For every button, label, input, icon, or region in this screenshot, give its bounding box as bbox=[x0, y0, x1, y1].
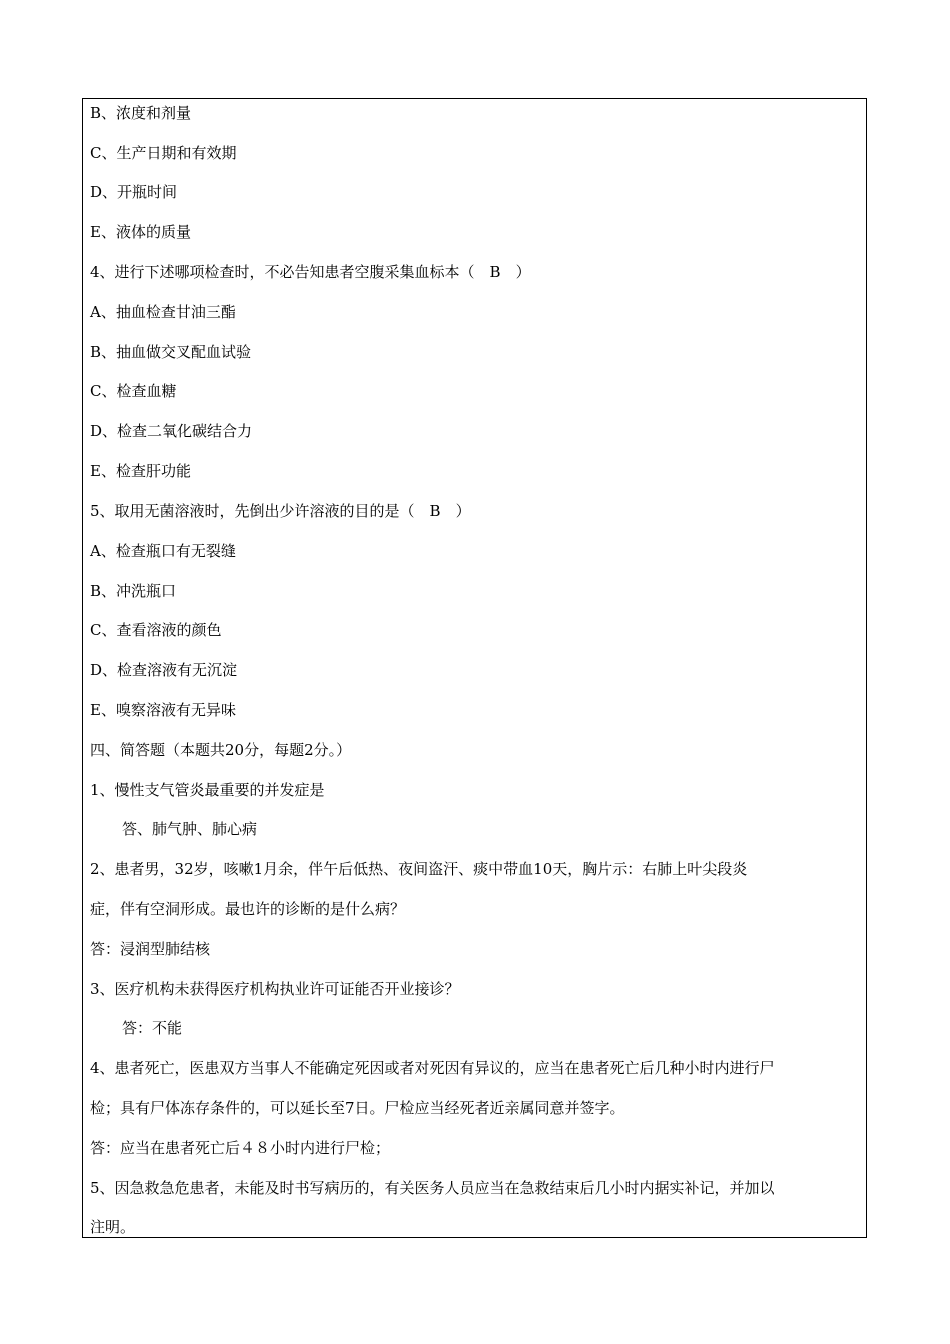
question-line: 检；具有尸体冻存条件的，可以延长至7日。尸检应当经死者近亲属同意并签字。 bbox=[90, 1099, 625, 1117]
option-line: A、检查瓶口有无裂缝 bbox=[90, 542, 236, 560]
option-line: D、检查二氧化碳结合力 bbox=[90, 422, 253, 440]
section-heading: 四、简答题（本题共20分，每题2分。） bbox=[90, 741, 352, 759]
option-line: C、生产日期和有效期 bbox=[90, 144, 237, 162]
option-line: B、冲洗瓶口 bbox=[90, 582, 177, 600]
question-line: 5、因急救急危患者，未能及时书写病历的，有关医务人员应当在急救结束后几小时内据实补记，并加以 bbox=[90, 1179, 775, 1197]
question-line: 2、患者男，32岁，咳嗽1月余，伴午后低热、夜间盗汗、痰中带血10天，胸片示：右肺上叶尖段炎 bbox=[90, 860, 748, 878]
option-line: A、抽血检查甘油三酯 bbox=[90, 303, 236, 321]
question-line: 4、进行下述哪项检查时，不必告知患者空腹采集血标本（ B ） bbox=[90, 263, 531, 281]
question-line: 注明。 bbox=[90, 1218, 136, 1236]
option-line: E、嗅察溶液有无异味 bbox=[90, 701, 236, 719]
option-line: E、液体的质量 bbox=[90, 223, 191, 241]
question-line: 1、慢性支气管炎最重要的并发症是 bbox=[90, 781, 325, 799]
answer-line: 答、肺气肿、肺心病 bbox=[122, 820, 258, 838]
answer-line: 答：应当在患者死亡后４８小时内进行尸检； bbox=[90, 1139, 391, 1157]
question-line: 5、取用无菌溶液时，先倒出少许溶液的目的是（ B ） bbox=[90, 502, 471, 520]
option-line: E、检查肝功能 bbox=[90, 462, 191, 480]
option-line: B、抽血做交叉配血试验 bbox=[90, 343, 252, 361]
question-line: 症，伴有空洞形成。最也许的诊断的是什么病？ bbox=[90, 900, 406, 918]
question-line: 3、医疗机构未获得医疗机构执业许可证能否开业接诊？ bbox=[90, 980, 460, 998]
option-line: D、检查溶液有无沉淀 bbox=[90, 661, 238, 679]
answer-line: 答：不能 bbox=[122, 1019, 183, 1037]
option-line: B、浓度和剂量 bbox=[90, 104, 192, 122]
question-line: 4、患者死亡，医患双方当事人不能确定死因或者对死因有异议的，应当在患者死亡后几种小时内进行尸 bbox=[90, 1059, 775, 1077]
answer-line: 答：浸润型肺结核 bbox=[90, 940, 211, 958]
option-line: C、查看溶液的颜色 bbox=[90, 621, 222, 639]
option-line: D、开瓶时间 bbox=[90, 183, 178, 201]
option-line: C、检查血糖 bbox=[90, 382, 177, 400]
